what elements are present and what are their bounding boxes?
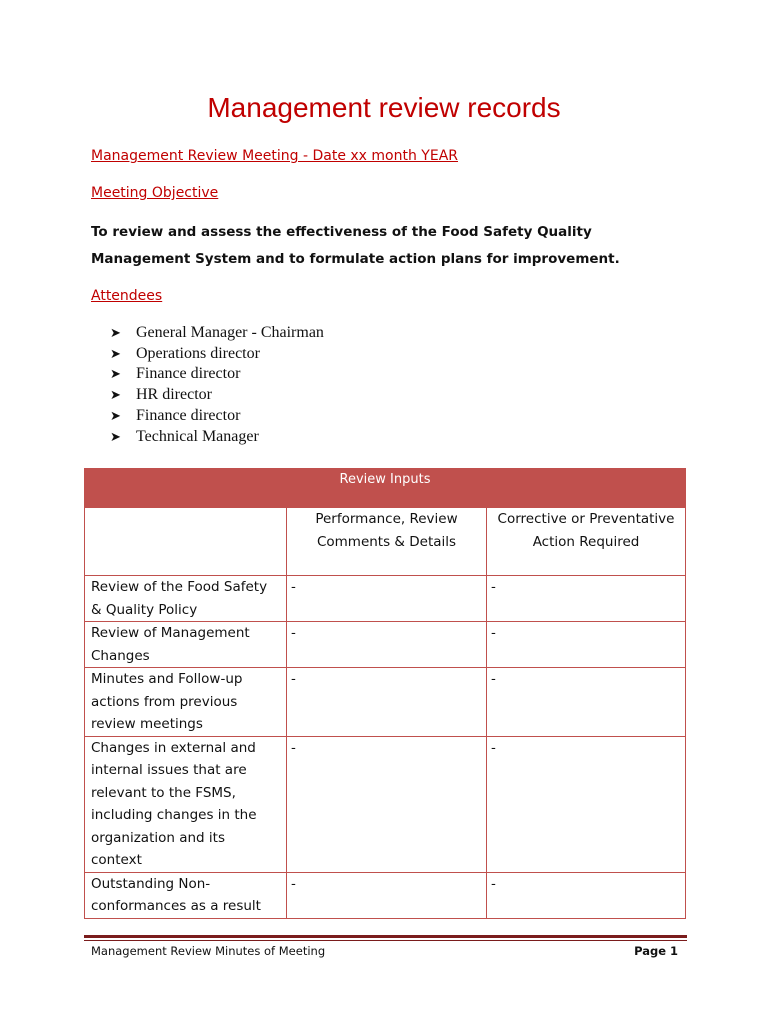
performance-cell: - bbox=[287, 872, 487, 918]
attendee-name: Finance director bbox=[136, 365, 241, 383]
objective-text: To review and assess the effectiveness of the Food Safety Quality Management System and to formulate action plans for improvement. bbox=[91, 224, 620, 267]
table-header-performance: Performance, Review Comments & Details bbox=[287, 508, 487, 576]
list-item bbox=[110, 385, 324, 406]
page-title: Management review records bbox=[207, 92, 561, 123]
review-input-cell: Minutes and Follow-up actions from previous review meetings bbox=[85, 668, 287, 737]
action-cell: - bbox=[487, 576, 686, 622]
arrow-bullet-icon: ➤ bbox=[110, 366, 121, 382]
arrow-bullet-icon: ➤ bbox=[110, 345, 121, 361]
table-row bbox=[85, 736, 686, 872]
action-cell: - bbox=[487, 622, 686, 668]
review-input-cell: Review of the Food Safety & Quality Policy bbox=[85, 576, 287, 622]
table-row bbox=[85, 668, 686, 737]
table-row bbox=[85, 622, 686, 668]
action-cell: - bbox=[487, 736, 686, 872]
meeting-heading: Management Review Meeting - Date xx month YEAR bbox=[91, 148, 458, 164]
footer-divider-thin bbox=[84, 940, 687, 941]
objective-heading: Meeting Objective bbox=[91, 185, 219, 201]
arrow-bullet-icon: ➤ bbox=[110, 387, 121, 403]
list-item bbox=[110, 427, 324, 448]
table-row bbox=[85, 576, 686, 622]
table-banner-row bbox=[85, 469, 686, 508]
performance-cell: - bbox=[287, 668, 487, 737]
performance-cell: - bbox=[287, 736, 487, 872]
attendee-name: General Manager - Chairman bbox=[136, 324, 324, 341]
footer-divider bbox=[84, 935, 687, 938]
footer-document-name: Management Review Minutes of Meeting bbox=[91, 944, 326, 958]
review-input-cell: Outstanding Non-conformances as a result bbox=[85, 872, 287, 918]
performance-cell: - bbox=[287, 622, 487, 668]
list-item bbox=[110, 364, 324, 385]
table-header-action: Corrective or Preventative Action Required bbox=[487, 508, 686, 576]
action-cell: - bbox=[487, 872, 686, 918]
review-input-cell: Review of Management Changes bbox=[85, 622, 287, 668]
arrow-bullet-icon: ➤ bbox=[110, 325, 121, 340]
review-input-cell: Changes in external and internal issues that are relevant to the FSMS, including changes in the organization and its context bbox=[85, 736, 287, 872]
table-row bbox=[85, 872, 686, 918]
list-item bbox=[110, 344, 324, 365]
table-header-empty bbox=[85, 508, 287, 576]
list-item bbox=[110, 406, 324, 427]
list-item bbox=[110, 323, 324, 344]
performance-cell: - bbox=[287, 576, 487, 622]
action-cell: - bbox=[487, 668, 686, 737]
arrow-bullet-icon: ➤ bbox=[110, 407, 121, 423]
arrow-bullet-icon: ➤ bbox=[110, 428, 121, 444]
table-banner: Review Inputs bbox=[85, 469, 686, 508]
attendees-heading: Attendees bbox=[91, 288, 163, 304]
attendee-name: Technical Manager bbox=[136, 427, 259, 445]
attendee-name: Operations director bbox=[136, 344, 260, 362]
table-header-row bbox=[85, 508, 686, 576]
attendee-name: HR director bbox=[136, 386, 212, 404]
footer-page-number: Page 1 bbox=[634, 944, 678, 958]
attendee-name: Finance director bbox=[136, 406, 241, 424]
attendee-list bbox=[110, 323, 324, 447]
review-inputs-table bbox=[84, 468, 686, 919]
